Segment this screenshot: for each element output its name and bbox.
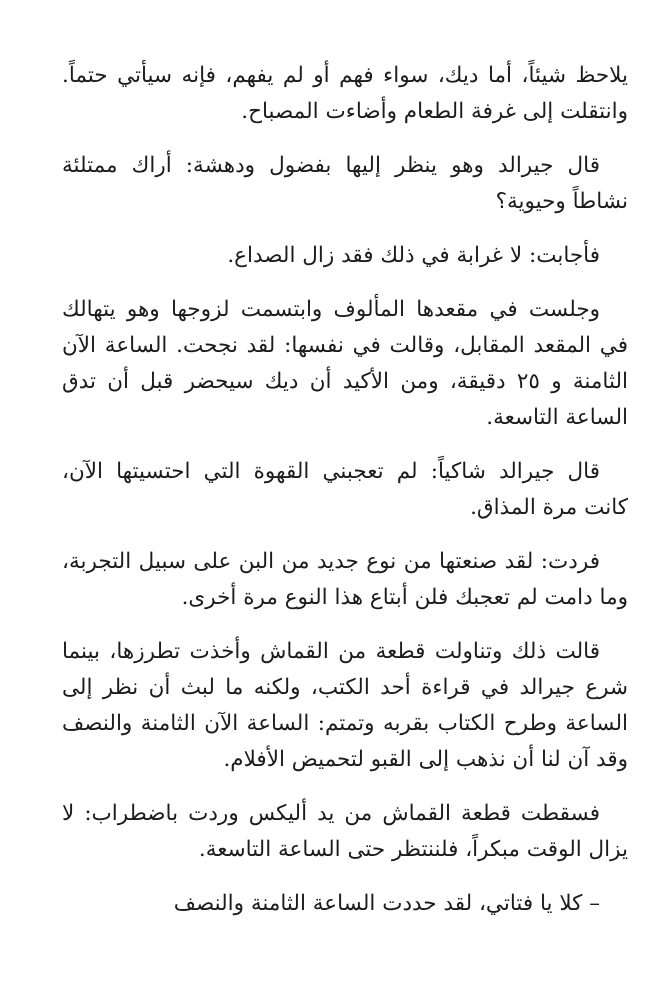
paragraph-4: وجلست في مقعدها المألوف وابتسمت لزوجها وهو يتهالك في المقعد المقابل، وقالت في نفسها: لقد نجحت. الساعة الآن الثامنة و ٢٥ دقيقة، ومن الأكيد أن ديك سيحضر قبل أن تدق الساعة التاسعة. [62, 297, 628, 430]
paragraph-7: قالت ذلك وتناولت قطعة من القماش وأخذت تطرزها، بينما شرع جيرالد في قراءة أحد الكتب، ولكنه ما لبث أن نظر إلى الساعة وطرح الكتاب بقربه وتمتم: الساعة الآن الثامنة والنصف وقد آن لنا أن نذهب إلى القبو لتحميض الأفلام. [62, 639, 628, 772]
paragraph-2: قال جيرالد وهو ينظر إليها بفضول ودهشة: أراك ممتلئة نشاطاً وحيوية؟ [62, 153, 628, 214]
paragraph-8: فسقطت قطعة القماش من يد أليكس وردت باضطراب: لا يزال الوقت مبكراً، فلننتظر حتى الساعة التاسعة. [62, 801, 628, 862]
paragraph-1: يلاحظ شيئاً، أما ديك، سواء فهم أو لم يفهم، فإنه سيأتي حتماً. وانتقلت إلى غرفة الطعام وأضاءت المصباح. [62, 63, 628, 124]
book-page [62, 58, 628, 922]
paragraph-3: فأجابت: لا غرابة في ذلك فقد زال الصداع. [227, 243, 600, 268]
paragraph-5: قال جيرالد شاكياً: لم تعجبني القهوة التي احتسيتها الآن، كانت مرة المذاق. [62, 459, 628, 520]
paragraph-9: – كلا يا فتاتي، لقد حددت الساعة الثامنة والنصف [173, 891, 600, 916]
paragraph-6: فردت: لقد صنعتها من نوع جديد من البن على سبيل التجربة، وما دامت لم تعجبك فلن أبتاع هذا النوع مرة أخرى. [62, 549, 628, 610]
